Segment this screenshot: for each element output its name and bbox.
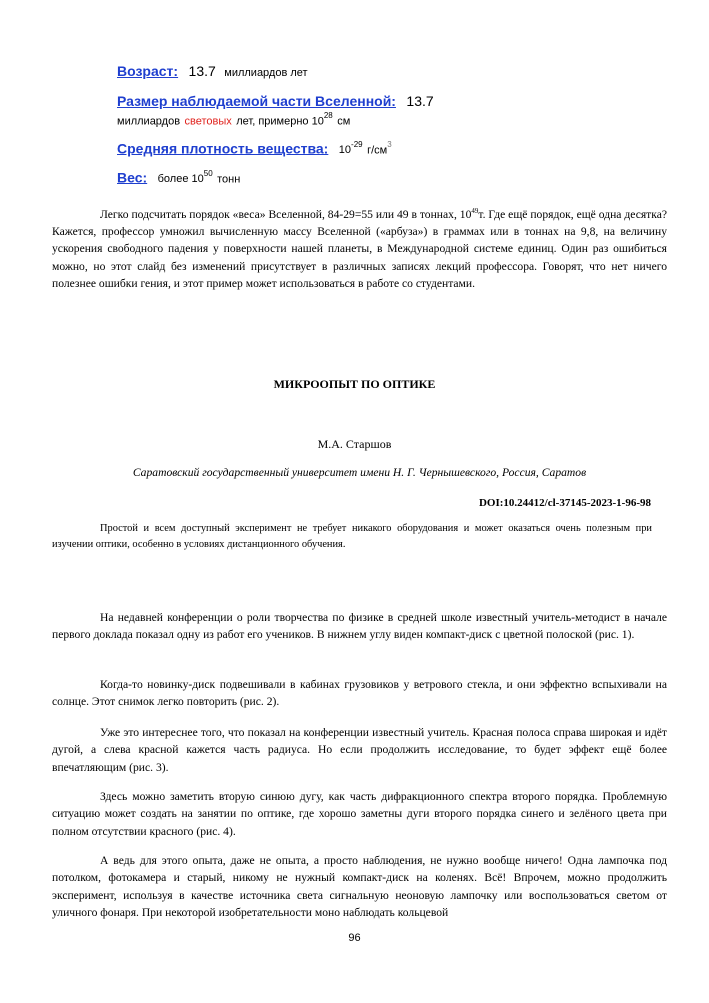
paragraph-4 [52, 724, 667, 776]
article-title: МИКРООПЫТ ПО ОПТИКЕ [273, 377, 436, 391]
paragraph-2 [52, 609, 667, 644]
slide-density-exp: -29 [351, 140, 363, 149]
slide-density-key: Средняя плотность вещества: [117, 140, 329, 157]
slide-density-value: 10 [338, 144, 352, 157]
slide-weight-line [117, 169, 437, 187]
slide-density-unit-exp: 3 [387, 140, 392, 149]
paragraph-1 [52, 203, 667, 292]
paragraph-6 [52, 852, 667, 921]
slide-size-line2-a: миллиардов [117, 115, 181, 128]
article-affiliation: Саратовский государственный университет имени Н. Г. Чернышевского, Россия, Саратов [132, 466, 587, 479]
article-doi: DOI:10.24412/cl-37145-2023-1-96-98 [478, 497, 651, 509]
slide-density-unit: г/см [367, 144, 388, 157]
slide-size-line2 [117, 111, 477, 129]
slide-age-value: 13.7 [188, 63, 216, 79]
paragraph-4-text: Уже это интереснее того, что показал на конференции известный учитель. Красная полоса справа широкая и идёт дугой, а слева красной кажется часть радиуса. Но если продолжить исследование, то будет эффект ещё более впечатляющим (рис. 3). [52, 726, 667, 774]
slide-size-unit: см [337, 115, 351, 128]
slide-size-line [117, 93, 477, 111]
slide-age-key: Возраст: [117, 63, 179, 79]
slide-size-line2-red: световых [184, 115, 232, 128]
paragraph-3 [52, 676, 667, 711]
slide-age-line [117, 63, 437, 81]
slide-weight-key: Вес: [117, 169, 148, 186]
page-number: 96 [348, 932, 361, 944]
slide-weight-exp: 50 [203, 169, 213, 178]
abstract-text: Простой и всем доступный эксперимент не требует никакого оборудования и может оказаться очень полезным при изучении оптики, особенно в условиях дистанционного обучения. [52, 523, 652, 550]
slide-weight-unit: тонн [217, 173, 241, 186]
abstract [52, 521, 652, 553]
paragraph-2-text: На недавней конференции о роли творчества по физике в средней школе известный учитель-методист в начале первого доклада показал одну из работ его учеников. В нижнем углу виден компакт-диск с цветной полоской (рис. 1). [52, 611, 667, 642]
slide-size-exp: 28 [323, 111, 333, 120]
slide-size-key: Размер наблюдаемой части Вселенной: [117, 93, 396, 109]
slide-density-line [117, 140, 477, 158]
slide-weight-pre: более 10 [157, 173, 204, 186]
paragraph-1-a: Легко подсчитать порядок «веса» Вселенной, 84-29=55 или 49 в тоннах, 10 [100, 207, 472, 221]
paragraph-3-text: Когда-то новинку-диск подвешивали в кабинах грузовиков у ветрового стекла, и они эффектно вспыхивали на солнце. Этот снимок легко повторить (рис. 2). [52, 678, 667, 709]
paragraph-5 [52, 788, 667, 840]
slide-size-line2-b: лет, примерно 10 [236, 115, 324, 128]
paragraph-5-text: Здесь можно заметить вторую синюю дугу, как часть дифракционного спектра второго порядка. Проблемную ситуацию может создать на занятии по оптике, где хорошо заметны дуги второго порядка синего и зелёного цвета при полном отсутствии красного (рис. 4). [52, 790, 667, 838]
paragraph-1-b: т. Где ещё порядок, ещё одна десятка? Кажется, профессор умножил вычисленную массу Вселенной («арбуза») в граммах или в тоннах на 9,8, на величину ускорения свободного падения у поверхности нашей планеты, в Международной системе единиц. Один раз ошибиться можно, но этот слайд без изменений присутствует в различных записях лекций профессора. Говорят, что нет ничего полезнее ошибки гения, и этот пример может использоваться в работе со студентами. [52, 207, 667, 291]
article-author: М.А. Старшов [317, 437, 392, 451]
slide-size-value: 13.7 [406, 93, 434, 109]
paragraph-1-exp: 49 [471, 207, 479, 215]
paragraph-6-text: А ведь для этого опыта, даже не опыта, а просто наблюдения, не нужно вообще ничего! Одна лампочка под потолком, фотокамера и старый, никому не нужный компакт-диск на коленях. Всё! Впрочем, можно продолжить эксперимент, используя в качестве источника света сигнальную неоновую лампочку или воспользоваться светом от уличного фонаря. При некоторой изобретательности моно наблюдать кольцевой [52, 854, 667, 919]
slide-age-unit: миллиардов лет [224, 67, 308, 79]
